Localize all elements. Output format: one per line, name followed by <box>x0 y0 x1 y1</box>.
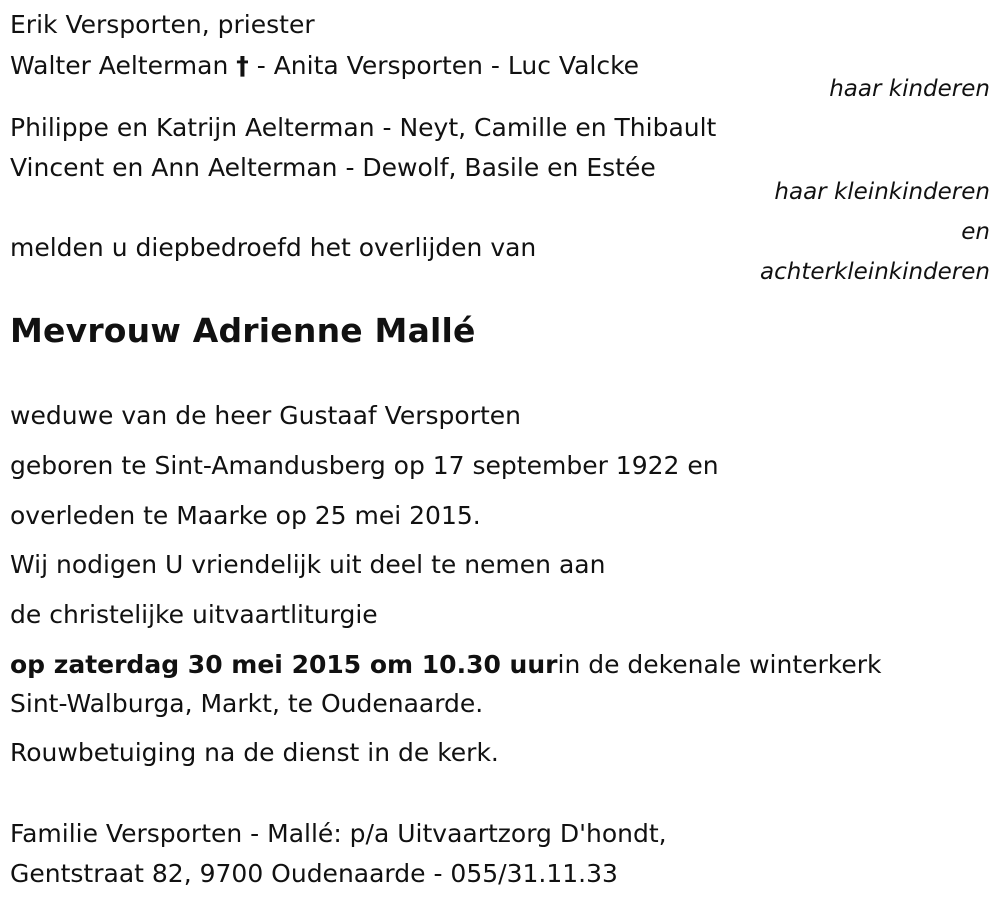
contact-line-1: Familie Versporten - Mallé: p/a Uitvaartzorg D'hondt, <box>10 819 667 848</box>
label-great-grandchildren: achterkleinkinderen <box>760 259 990 285</box>
grandchildren-line-2: Vincent en Ann Aelterman - Dewolf, Basile en Estée <box>10 153 656 182</box>
announcement-intro: melden u diepbedroefd het overlijden van <box>10 233 537 262</box>
deceased-name: Mevrouw Adrienne Mallé <box>10 311 476 350</box>
label-grandchildren: haar kleinkinderen <box>774 179 990 205</box>
family-line-children <box>10 51 639 81</box>
funeral-date: op zaterdag 30 mei 2015 om 10.30 uur <box>10 650 558 679</box>
grandchildren-line-1: Philippe en Katrijn Aelterman - Neyt, Camille en Thibault <box>10 113 717 142</box>
child-name-deceased: Walter Aelterman <box>10 51 229 80</box>
detail-died: overleden te Maarke op 25 mei 2015. <box>10 501 481 530</box>
condolences: Rouwbetuiging na de dienst in de kerk. <box>10 738 499 767</box>
contact-line-2: Gentstraat 82, 9700 Oudenaarde - 055/31.11.33 <box>10 859 618 888</box>
children-names-rest: - Anita Versporten - Luc Valcke <box>248 51 640 80</box>
detail-invite-2: de christelijke uitvaartliturgie <box>10 600 378 629</box>
label-children: haar kinderen <box>829 76 990 102</box>
detail-born: geboren te Sint-Amandusberg op 17 september 1922 en <box>10 451 719 480</box>
label-and: en <box>961 219 990 245</box>
funeral-date-line <box>10 650 882 680</box>
detail-invite-1: Wij nodigen U vriendelijk uit deel te nemen aan <box>10 550 606 579</box>
detail-widow: weduwe van de heer Gustaaf Versporten <box>10 401 521 430</box>
family-line-priest: Erik Versporten, priester <box>10 10 315 39</box>
funeral-church: in de dekenale winterkerk <box>557 650 882 679</box>
funeral-place: Sint-Walburga, Markt, te Oudenaarde. <box>10 689 484 718</box>
cross-icon: † <box>236 51 249 80</box>
